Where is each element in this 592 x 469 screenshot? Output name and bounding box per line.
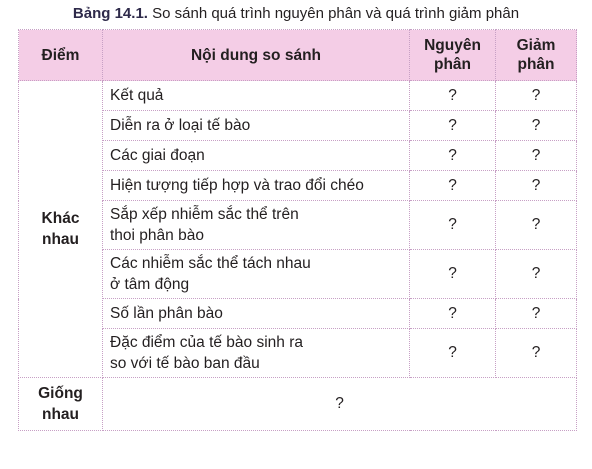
- row-meiosis-value: ?: [496, 299, 577, 329]
- row-content: Diễn ra ở loại tế bào: [103, 111, 410, 141]
- row-content: Đặc điểm của tế bào sinh ra so với tế bào ban đầu: [103, 329, 410, 378]
- table-row: [19, 250, 577, 299]
- row-meiosis-value: ?: [496, 201, 577, 250]
- table-row: [19, 141, 577, 171]
- row-mitosis-value: ?: [410, 299, 496, 329]
- similarities-row: [19, 378, 577, 431]
- row-meiosis-value: ?: [496, 111, 577, 141]
- similarities-label: Giống nhau: [19, 378, 103, 431]
- table-caption-label: Bảng 14.1.: [72, 5, 148, 22]
- row-mitosis-value: ?: [410, 141, 496, 171]
- table-caption-title: So sánh quá trình nguyên phân và quá trình giảm phân: [152, 5, 520, 22]
- table-row: [19, 329, 577, 378]
- row-content: Số lần phân bào: [103, 299, 410, 329]
- table-row: [19, 111, 577, 141]
- differences-label: Khác nhau: [19, 81, 103, 378]
- comparison-table: [18, 29, 577, 431]
- table-caption: [0, 3, 592, 25]
- row-content: Các giai đoạn: [103, 141, 410, 171]
- row-content: Sắp xếp nhiễm sắc thể trên thoi phân bào: [103, 201, 410, 250]
- header-topic: Điểm: [19, 30, 103, 81]
- header-content: Nội dung so sánh: [103, 30, 410, 81]
- row-meiosis-value: ?: [496, 81, 577, 111]
- row-meiosis-value: ?: [496, 250, 577, 299]
- table-header-row: [19, 30, 577, 81]
- row-content: Kết quả: [103, 81, 410, 111]
- table-row: [19, 171, 577, 201]
- row-mitosis-value: ?: [410, 81, 496, 111]
- row-content: Hiện tượng tiếp hợp và trao đổi chéo: [103, 171, 410, 201]
- row-mitosis-value: ?: [410, 171, 496, 201]
- row-mitosis-value: ?: [410, 250, 496, 299]
- header-mitosis: Nguyên phân: [410, 30, 496, 81]
- header-meiosis: Giảm phân: [496, 30, 577, 81]
- similarities-value: ?: [103, 378, 577, 431]
- row-mitosis-value: ?: [410, 111, 496, 141]
- row-meiosis-value: ?: [496, 141, 577, 171]
- row-meiosis-value: ?: [496, 329, 577, 378]
- row-content: Các nhiễm sắc thể tách nhau ở tâm động: [103, 250, 410, 299]
- table-row: [19, 81, 577, 111]
- row-mitosis-value: ?: [410, 329, 496, 378]
- table-row: [19, 299, 577, 329]
- table-row: [19, 201, 577, 250]
- row-meiosis-value: ?: [496, 171, 577, 201]
- row-mitosis-value: ?: [410, 201, 496, 250]
